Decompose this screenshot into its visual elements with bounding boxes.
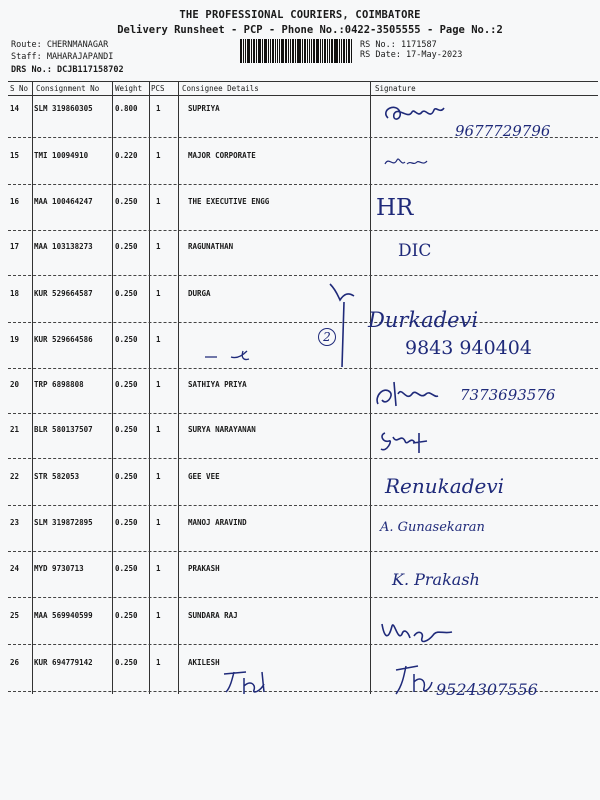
barcode-bar [327, 39, 328, 63]
signature-16: HR [376, 195, 414, 221]
table-row [0, 611, 600, 625]
barcode-bar [295, 39, 296, 63]
consignee-signature-26 [222, 666, 272, 700]
row-consignee: SUNDARA RAJ [188, 611, 238, 620]
row-sno: 15 [10, 151, 20, 160]
row-weight: 0.250 [115, 518, 138, 527]
barcode-bar [259, 39, 261, 63]
signature-17: DIC [398, 241, 432, 261]
row-separator [8, 505, 598, 506]
row-consignee: SUPRIYA [188, 104, 220, 113]
row-weight: 0.800 [115, 104, 138, 113]
table-row [0, 472, 600, 486]
barcode-bar [290, 39, 291, 63]
barcode-bar [309, 39, 310, 63]
barcode-bar [341, 39, 342, 63]
company-title: THE PROFESSIONAL COURIERS, COIMBATORE [179, 9, 421, 21]
barcode-bar [279, 39, 280, 63]
row-sno: 17 [10, 242, 20, 251]
row-weight: 0.250 [115, 380, 138, 389]
row-pcs: 1 [156, 425, 161, 434]
barcode-bar [288, 39, 289, 63]
barcode-bar [277, 39, 278, 63]
row-sno: 22 [10, 472, 20, 481]
signature-20 [372, 376, 442, 416]
barcode-bar [339, 39, 340, 63]
staff-label: Staff: MAHARAJAPANDI [11, 52, 114, 62]
barcode-bar [316, 39, 319, 63]
barcode-bar [258, 39, 259, 63]
table-row [0, 658, 600, 672]
barcode-bar [272, 39, 274, 63]
table-row [0, 289, 600, 303]
table-row [0, 564, 600, 578]
row-consignment-no: MAA 569940599 [34, 611, 93, 620]
drs-number: DRS No.: DCJB117158702 [11, 65, 124, 75]
barcode-bar [322, 39, 323, 63]
row-consignee: SURYA NARAYANAN [188, 425, 256, 434]
row-separator [8, 551, 598, 552]
barcode-bar [253, 39, 255, 63]
table-row [0, 518, 600, 532]
row-pcs: 1 [156, 472, 161, 481]
barcode-bar [320, 39, 321, 63]
table-row [0, 151, 600, 165]
column-header-signature: Signature [375, 84, 416, 93]
row-separator [8, 230, 598, 231]
row-consignment-no: BLR 580137507 [34, 425, 93, 434]
column-header-sno: S No [10, 84, 29, 93]
row-pcs: 1 [156, 611, 161, 620]
signature-21 [377, 427, 432, 461]
barcode-bar [331, 39, 333, 63]
barcode-bar [313, 39, 315, 63]
row-sno: 14 [10, 104, 20, 113]
row-consignment-no: KUR 694779142 [34, 658, 93, 667]
row-consignment-no: MAA 100464247 [34, 197, 93, 206]
row-sno: 18 [10, 289, 20, 298]
row-pcs: 1 [156, 380, 161, 389]
table-row [0, 104, 600, 118]
signature-25 [378, 616, 458, 652]
row-consignee: THE EXECUTIVE ENGG [188, 197, 270, 206]
signature-22: Renukadevi [385, 474, 505, 498]
row-consignee: GEE VEE [188, 472, 220, 481]
signature-23: A. Gunasekaran [380, 520, 485, 535]
row-weight: 0.220 [115, 151, 138, 160]
row-consignment-no: TRP 6898808 [34, 380, 84, 389]
barcode-bar [268, 39, 269, 63]
row-separator [8, 597, 598, 598]
barcode-bar [275, 39, 276, 63]
signature-18: Durkadevi [368, 308, 479, 332]
row-pcs: 1 [156, 197, 161, 206]
circled-number: 2 [318, 328, 336, 346]
row-pcs: 1 [156, 104, 161, 113]
barcode-bar [245, 39, 246, 63]
row-consignment-no: MYD 9730713 [34, 564, 84, 573]
signature-24: K. Prakash [392, 570, 480, 589]
table-row [0, 242, 600, 256]
row-weight: 0.250 [115, 472, 138, 481]
column-header-consignment: Consignment No [36, 84, 100, 93]
barcode-bar [324, 39, 326, 63]
barcode-bar [292, 39, 294, 63]
row-consignment-no: MAA 103138273 [34, 242, 93, 251]
phone-19: 9843 940404 [405, 337, 532, 359]
signature-14 [378, 100, 448, 134]
row-consignee: MANOJ ARAVIND [188, 518, 247, 527]
row-pcs: 1 [156, 289, 161, 298]
barcode-bar [348, 39, 350, 63]
row-sno: 21 [10, 425, 20, 434]
header-bottom-border [8, 95, 598, 96]
barcode-bar [270, 39, 271, 63]
barcode-bar [251, 39, 252, 63]
barcode-bar [351, 39, 352, 63]
row-consignment-no: KUR 529664586 [34, 335, 93, 344]
barcode-bar [285, 39, 287, 63]
row-sno: 25 [10, 611, 20, 620]
barcode-bar [256, 39, 257, 63]
row-pcs: 1 [156, 518, 161, 527]
barcode-bar [264, 39, 267, 63]
column-header-pcs: PCS [151, 84, 165, 93]
barcode-bar [297, 39, 298, 63]
row-weight: 0.250 [115, 197, 138, 206]
phone-14: 9677729796 [455, 122, 551, 140]
phone-26: 9524307556 [436, 680, 538, 699]
table-row [0, 425, 600, 439]
row-consignment-no: TMI 10094910 [34, 151, 89, 160]
row-sno: 24 [10, 564, 20, 573]
row-pcs: 1 [156, 658, 161, 667]
row-weight: 0.250 [115, 564, 138, 573]
row-sno: 19 [10, 335, 20, 344]
column-header-weight: Weight [115, 84, 143, 93]
row-pcs: 1 [156, 242, 161, 251]
row-weight: 0.250 [115, 289, 138, 298]
row-weight: 0.250 [115, 335, 138, 344]
row-consignee: PRAKASH [188, 564, 220, 573]
barcode-bar [329, 39, 330, 63]
row-weight: 0.250 [115, 658, 138, 667]
row-separator [8, 322, 598, 323]
barcode-bar [240, 39, 242, 63]
row-sno: 20 [10, 380, 20, 389]
row-separator [8, 275, 598, 276]
barcode-bar [243, 39, 244, 63]
barcode-bar [346, 39, 347, 63]
row-consignment-no: SLM 319872895 [34, 518, 93, 527]
barcode-bar [334, 39, 335, 63]
row-separator [8, 458, 598, 459]
barcode-bar [262, 39, 263, 63]
runsheet-title: Delivery Runsheet - PCP - Phone No.:0422-3505555 - Page No.:2 [117, 24, 503, 36]
barcode-bar [302, 39, 303, 63]
row-consignee: RAGUNATHAN [188, 242, 234, 251]
row-consignment-no: KUR 529664587 [34, 289, 93, 298]
row-sno: 23 [10, 518, 20, 527]
row-sno: 26 [10, 658, 20, 667]
barcode-bar [298, 39, 301, 63]
row-weight: 0.250 [115, 611, 138, 620]
barcode-bar [307, 39, 308, 63]
row-consignee: AKILESH [188, 658, 220, 667]
barcode [240, 39, 353, 63]
row-separator [8, 413, 598, 414]
barcode-bar [247, 39, 250, 63]
column-header-consignee: Consignee Details [182, 84, 259, 93]
route-label: Route: CHERNMANAGAR [11, 40, 109, 50]
barcode-bar [304, 39, 306, 63]
row-consignee: SATHIYA PRIYA [188, 380, 247, 389]
barcode-bar [343, 39, 345, 63]
row-separator [8, 644, 598, 645]
phone-20: 7373693576 [460, 386, 556, 404]
row-separator [8, 368, 598, 369]
rs-date: RS Date: 17-May-2023 [360, 50, 463, 60]
signature-26 [392, 660, 434, 704]
row-weight: 0.250 [115, 425, 138, 434]
table-top-border [8, 81, 598, 82]
row-consignee: MAJOR CORPORATE [188, 151, 256, 160]
barcode-bar [335, 39, 338, 63]
row-consignment-no: SLM 319860305 [34, 104, 93, 113]
table-row [0, 197, 600, 211]
row-pcs: 1 [156, 335, 161, 344]
row-consignment-no: STR 582053 [34, 472, 80, 481]
rs-number: RS No.: 1171587 [360, 40, 437, 50]
consignee-scribble-19 [203, 347, 253, 369]
barcode-bar [281, 39, 284, 63]
row-sno: 16 [10, 197, 20, 206]
row-separator [8, 184, 598, 185]
row-consignee: DURGA [188, 289, 211, 298]
signature-15 [383, 152, 428, 176]
row-pcs: 1 [156, 564, 161, 573]
barcode-bar [311, 39, 312, 63]
row-pcs: 1 [156, 151, 161, 160]
row-weight: 0.250 [115, 242, 138, 251]
